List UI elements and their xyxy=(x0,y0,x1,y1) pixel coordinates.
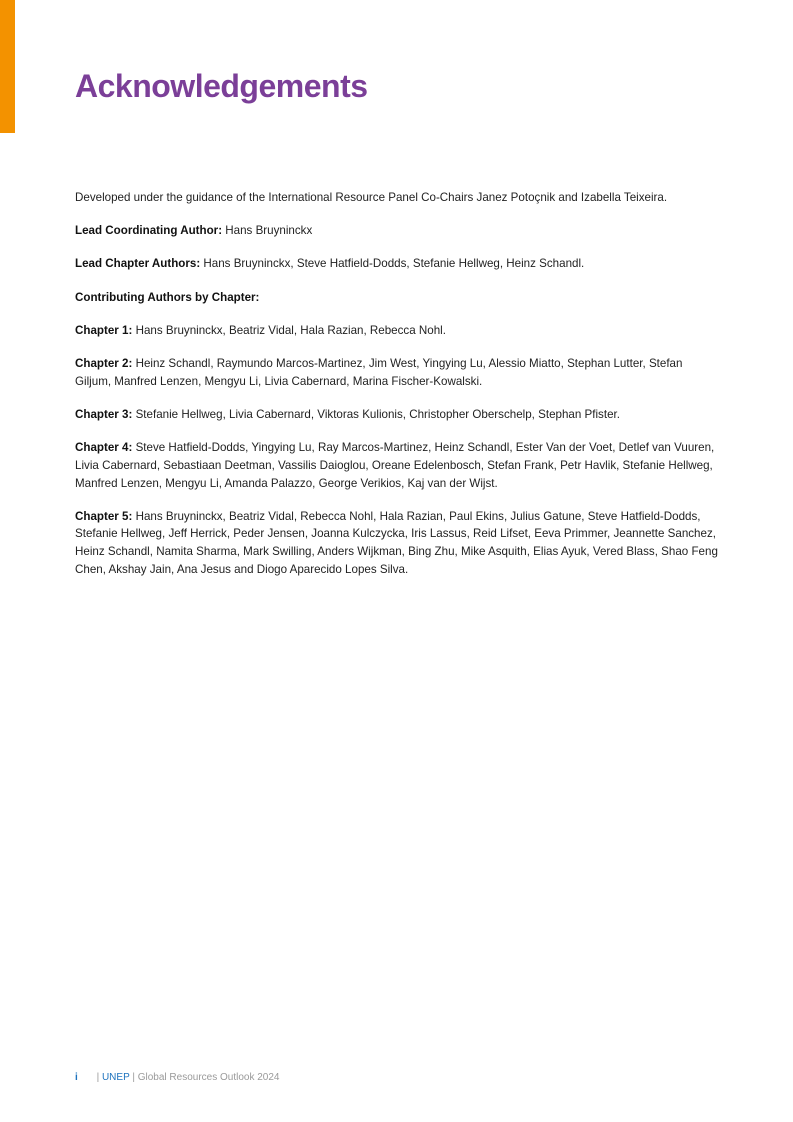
chapter-5-label: Chapter 5: xyxy=(75,509,133,523)
lead-chapter-authors xyxy=(75,255,720,273)
page-footer xyxy=(75,1072,279,1083)
chapter-2-authors xyxy=(75,355,720,390)
chapter-1-names: Hans Bruyninckx, Beatriz Vidal, Hala Razian, Rebecca Nohl. xyxy=(132,323,446,337)
accent-bar xyxy=(0,0,15,133)
chapter-5-names: Hans Bruyninckx, Beatriz Vidal, Rebecca Nohl, Hala Razian, Paul Ekins, Julius Gatune, Steve Hatfield-Dodds, Stefanie Hellweg, Jeff Herrick, Peder Jensen, Joanna Kulczycka, Iris Lassus, Reid Lifset, Eeva Primmer, Jeannette Sanchez, Heinz Schandl, Namita Sharma, Mark Swilling, Anders Wijkman, Bing Zhu, Mike Asquith, Elias Ayuk, Vered Blass, Shao Feng Chen, Akshay Jain, Ana Jesus and Diogo Aparecido Lopes Silva. xyxy=(75,509,718,576)
chapter-3-authors xyxy=(75,406,720,424)
contributing-authors-heading-label: Contributing Authors by Chapter: xyxy=(75,290,260,304)
lead-coordinating-author-names: Hans Bruyninckx xyxy=(222,224,313,238)
guidance-paragraph: Developed under the guidance of the International Resource Panel Co-Chairs Janez Potoçnik and Izabella Teixeira. xyxy=(75,191,668,204)
footer-separator: | xyxy=(96,1072,100,1083)
footer-org: UNEP xyxy=(101,1072,130,1083)
chapter-2-names: Heinz Schandl, Raymundo Marcos-Martinez, Jim West, Yingying Lu, Alessio Miatto, Stephan Lutter, Stefan Giljum, Manfred Lenzen, Mengyu Li, Livia Cabernard, Marina Fischer-Kowalski. xyxy=(75,357,683,388)
chapter-3-names: Stefanie Hellweg, Livia Cabernard, Viktoras Kulionis, Christopher Oberschelp, Stephan Pfister. xyxy=(132,407,620,421)
lead-coordinating-author-label: Lead Coordinating Author: xyxy=(75,224,223,238)
contributing-authors-heading xyxy=(75,289,720,307)
chapter-4-label: Chapter 4: xyxy=(75,441,133,455)
chapter-4-names: Steve Hatfield-Dodds, Yingying Lu, Ray Marcos-Martinez, Heinz Schandl, Ester Van der Voet, Detlef van Vuuren, Livia Cabernard, Sebastiaan Deetman, Vassilis Daioglou, Oreane Edelenbosch, Stefan Frank, Petr Havlik, Stefanie Hellweg, Manfred Lenzen, Mengyu Li, Amanda Palazzo, George Verikios, Kaj van der Wijst. xyxy=(75,441,715,490)
chapter-4-authors xyxy=(75,439,720,492)
chapter-3-label: Chapter 3: xyxy=(75,407,133,421)
lead-chapter-authors-label: Lead Chapter Authors: xyxy=(75,257,201,271)
chapter-2-label: Chapter 2: xyxy=(75,357,133,371)
chapter-1-authors xyxy=(75,322,720,340)
chapter-1-label: Chapter 1: xyxy=(75,323,133,337)
acknowledgements-body xyxy=(75,189,720,594)
footer-separator: | xyxy=(132,1072,135,1083)
chapter-5-authors xyxy=(75,508,720,579)
page-title: Acknowledgements xyxy=(75,68,368,104)
footer-publication: Global Resources Outlook 2024 xyxy=(137,1072,280,1083)
lead-chapter-authors-names: Hans Bruyninckx, Steve Hatfield-Dodds, Stefanie Hellweg, Heinz Schandl. xyxy=(200,257,585,271)
page-number: i xyxy=(75,1072,78,1083)
lead-coordinating-author xyxy=(75,222,720,240)
